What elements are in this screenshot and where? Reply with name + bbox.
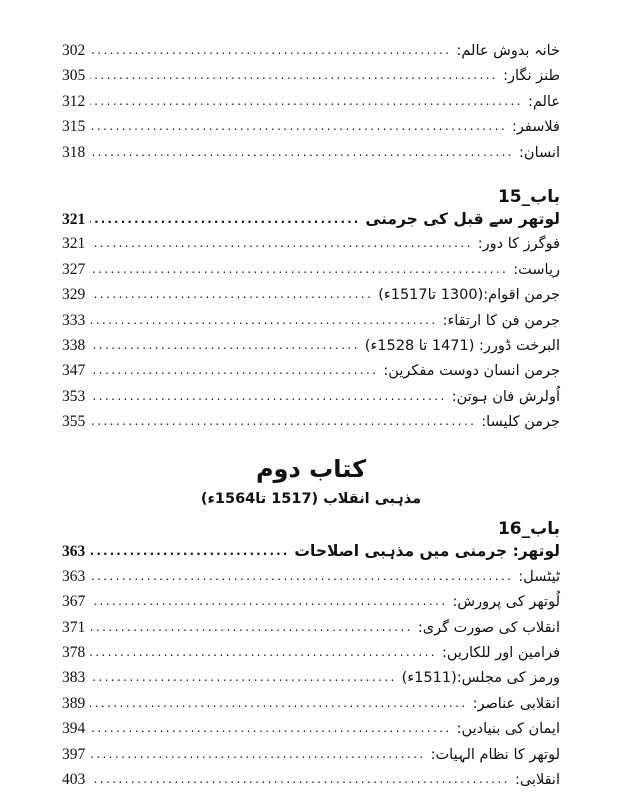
toc-entry-label: جرمن اقوام:(1300 تا1517ء) (378, 287, 560, 304)
toc-list (62, 42, 560, 796)
toc-entry-label: لُوتھر کی پرورش: (452, 594, 560, 611)
toc-chapter-title-page-number: 363 (62, 543, 86, 561)
dotted-leader (90, 721, 451, 735)
toc-entry-page-number: 318 (62, 143, 86, 161)
toc-entry-row (62, 286, 560, 311)
dotted-leader (90, 620, 413, 634)
toc-entry-row (62, 93, 560, 118)
toc-entry-page-number: 338 (62, 336, 86, 354)
toc-entry-row (62, 695, 560, 720)
dotted-leader (90, 262, 508, 276)
toc-entry-label: لوتھر کا نظام الہیات: (430, 746, 560, 763)
toc-entry-page-number: 363 (62, 567, 86, 585)
toc-chapter-title-page-number: 321 (62, 210, 86, 228)
toc-entry-label: انقلابی: (514, 771, 560, 788)
dotted-leader (90, 145, 514, 159)
dotted-leader (90, 544, 289, 558)
toc-entry-row (62, 593, 560, 618)
toc-entry-page-number: 367 (62, 593, 86, 611)
toc-entry-row (62, 644, 560, 669)
toc-entry-label: خانہ بدوش عالم: (456, 43, 560, 59)
dotted-leader (90, 414, 476, 428)
toc-entry-page-number: 327 (62, 260, 86, 278)
toc-entry-row (62, 312, 560, 337)
dotted-leader (90, 338, 360, 352)
toc-entry-label: فرامین اور للکاریں: (442, 645, 560, 662)
toc-entry-row (62, 67, 560, 92)
dotted-leader (90, 212, 360, 226)
toc-entry-page-number: 302 (62, 42, 86, 59)
dotted-leader (90, 594, 447, 608)
toc-entry-page-number: 403 (62, 770, 86, 788)
toc-entry-label: انقلابی عناصر: (472, 695, 560, 712)
dotted-leader (90, 94, 523, 108)
dotted-leader (90, 363, 378, 377)
toc-entry-page-number: 333 (62, 311, 86, 329)
toc-entry-label: جرمن فن کا ارتقاء: (442, 312, 560, 329)
book-part-subtitle: مذہبی انقلاب (1517 تا1564ء) (200, 491, 422, 508)
toc-chapter-title-label: لوتھر: جرمنی میں مذہبی اصلاحات (294, 542, 560, 561)
toc-entry-page-number: 383 (62, 669, 86, 687)
toc-entry-row (62, 413, 560, 438)
toc-entry-page-number: 305 (62, 67, 86, 85)
toc-entry-row (62, 720, 560, 745)
dotted-leader (90, 236, 473, 250)
dotted-leader (90, 772, 510, 786)
toc-entry-row (62, 261, 560, 286)
dotted-leader (90, 43, 451, 57)
toc-entry-label: انسان: (519, 144, 560, 161)
toc-entry-row (62, 388, 560, 413)
toc-entry-page-number: 329 (62, 286, 86, 304)
chapter-number-heading: باب_15 (497, 186, 560, 207)
chapter-number-heading: باب_16 (497, 519, 560, 540)
dotted-leader (90, 68, 498, 82)
toc-entry-row (62, 144, 560, 169)
book-part-title: کتاب دوم (255, 455, 367, 484)
toc-entry-page-number: 312 (62, 92, 86, 110)
toc-entry-label: ایمان کی بنیادیں: (456, 721, 560, 738)
dotted-leader (90, 569, 513, 583)
toc-entry-label: فلاسفر: (512, 119, 560, 136)
toc-chapter-title-label: لوتھر سے قبل کی جرمنی (365, 209, 560, 228)
toc-entry-page-number: 389 (62, 694, 86, 712)
toc-entry-row (62, 669, 560, 694)
toc-entry-row (62, 619, 560, 644)
toc-entry-page-number: 394 (62, 720, 86, 738)
toc-entry-label: جرمن انسان دوست مفکرین: (383, 363, 560, 380)
toc-entry-row (62, 337, 560, 362)
dotted-leader (90, 389, 446, 403)
toc-entry-label: جرمن کلیسا: (481, 414, 560, 431)
toc-entry-page-number: 371 (62, 618, 86, 636)
toc-entry-label: اُولرش فان ہوتن: (451, 388, 560, 405)
dotted-leader (90, 670, 396, 684)
toc-entry-row (62, 362, 560, 387)
toc-entry-page-number: 355 (62, 413, 86, 431)
toc-entry-page-number: 378 (62, 644, 86, 662)
toc-entry-page-number: 397 (62, 745, 86, 763)
toc-entry-label: البرخت ڈورر: (1471 تا 1528ء) (364, 337, 560, 354)
toc-entry-row (62, 118, 560, 143)
toc-entry-row (62, 42, 560, 67)
dotted-leader (90, 645, 437, 659)
toc-entry-row (62, 771, 560, 796)
dotted-leader (90, 313, 437, 327)
toc-entry-label: عالم: (527, 93, 560, 110)
toc-entry-row (62, 746, 560, 771)
dotted-leader (90, 287, 373, 301)
toc-entry-label: ورمز کی مجلس:(1511ء) (401, 670, 560, 687)
dotted-leader (90, 119, 507, 133)
toc-entry-label: طنز نگار: (503, 68, 560, 85)
toc-entry-page-number: 315 (62, 118, 86, 136)
dotted-leader (90, 747, 425, 761)
toc-chapter-title-row (62, 542, 560, 567)
toc-entry-row (62, 568, 560, 593)
toc-entry-label: ٹیٹسل: (518, 568, 560, 585)
toc-entry-row (62, 235, 560, 260)
toc-entry-label: انقلاب کی صورت گری: (417, 619, 560, 636)
toc-chapter-title-row (62, 210, 560, 235)
toc-entry-label: ریاست: (513, 261, 560, 278)
toc-entry-page-number: 353 (62, 387, 86, 405)
toc-entry-page-number: 321 (62, 235, 86, 253)
dotted-leader (90, 696, 467, 710)
toc-entry-label: فوگرز کا دور: (477, 236, 560, 253)
toc-entry-page-number: 347 (62, 362, 86, 380)
